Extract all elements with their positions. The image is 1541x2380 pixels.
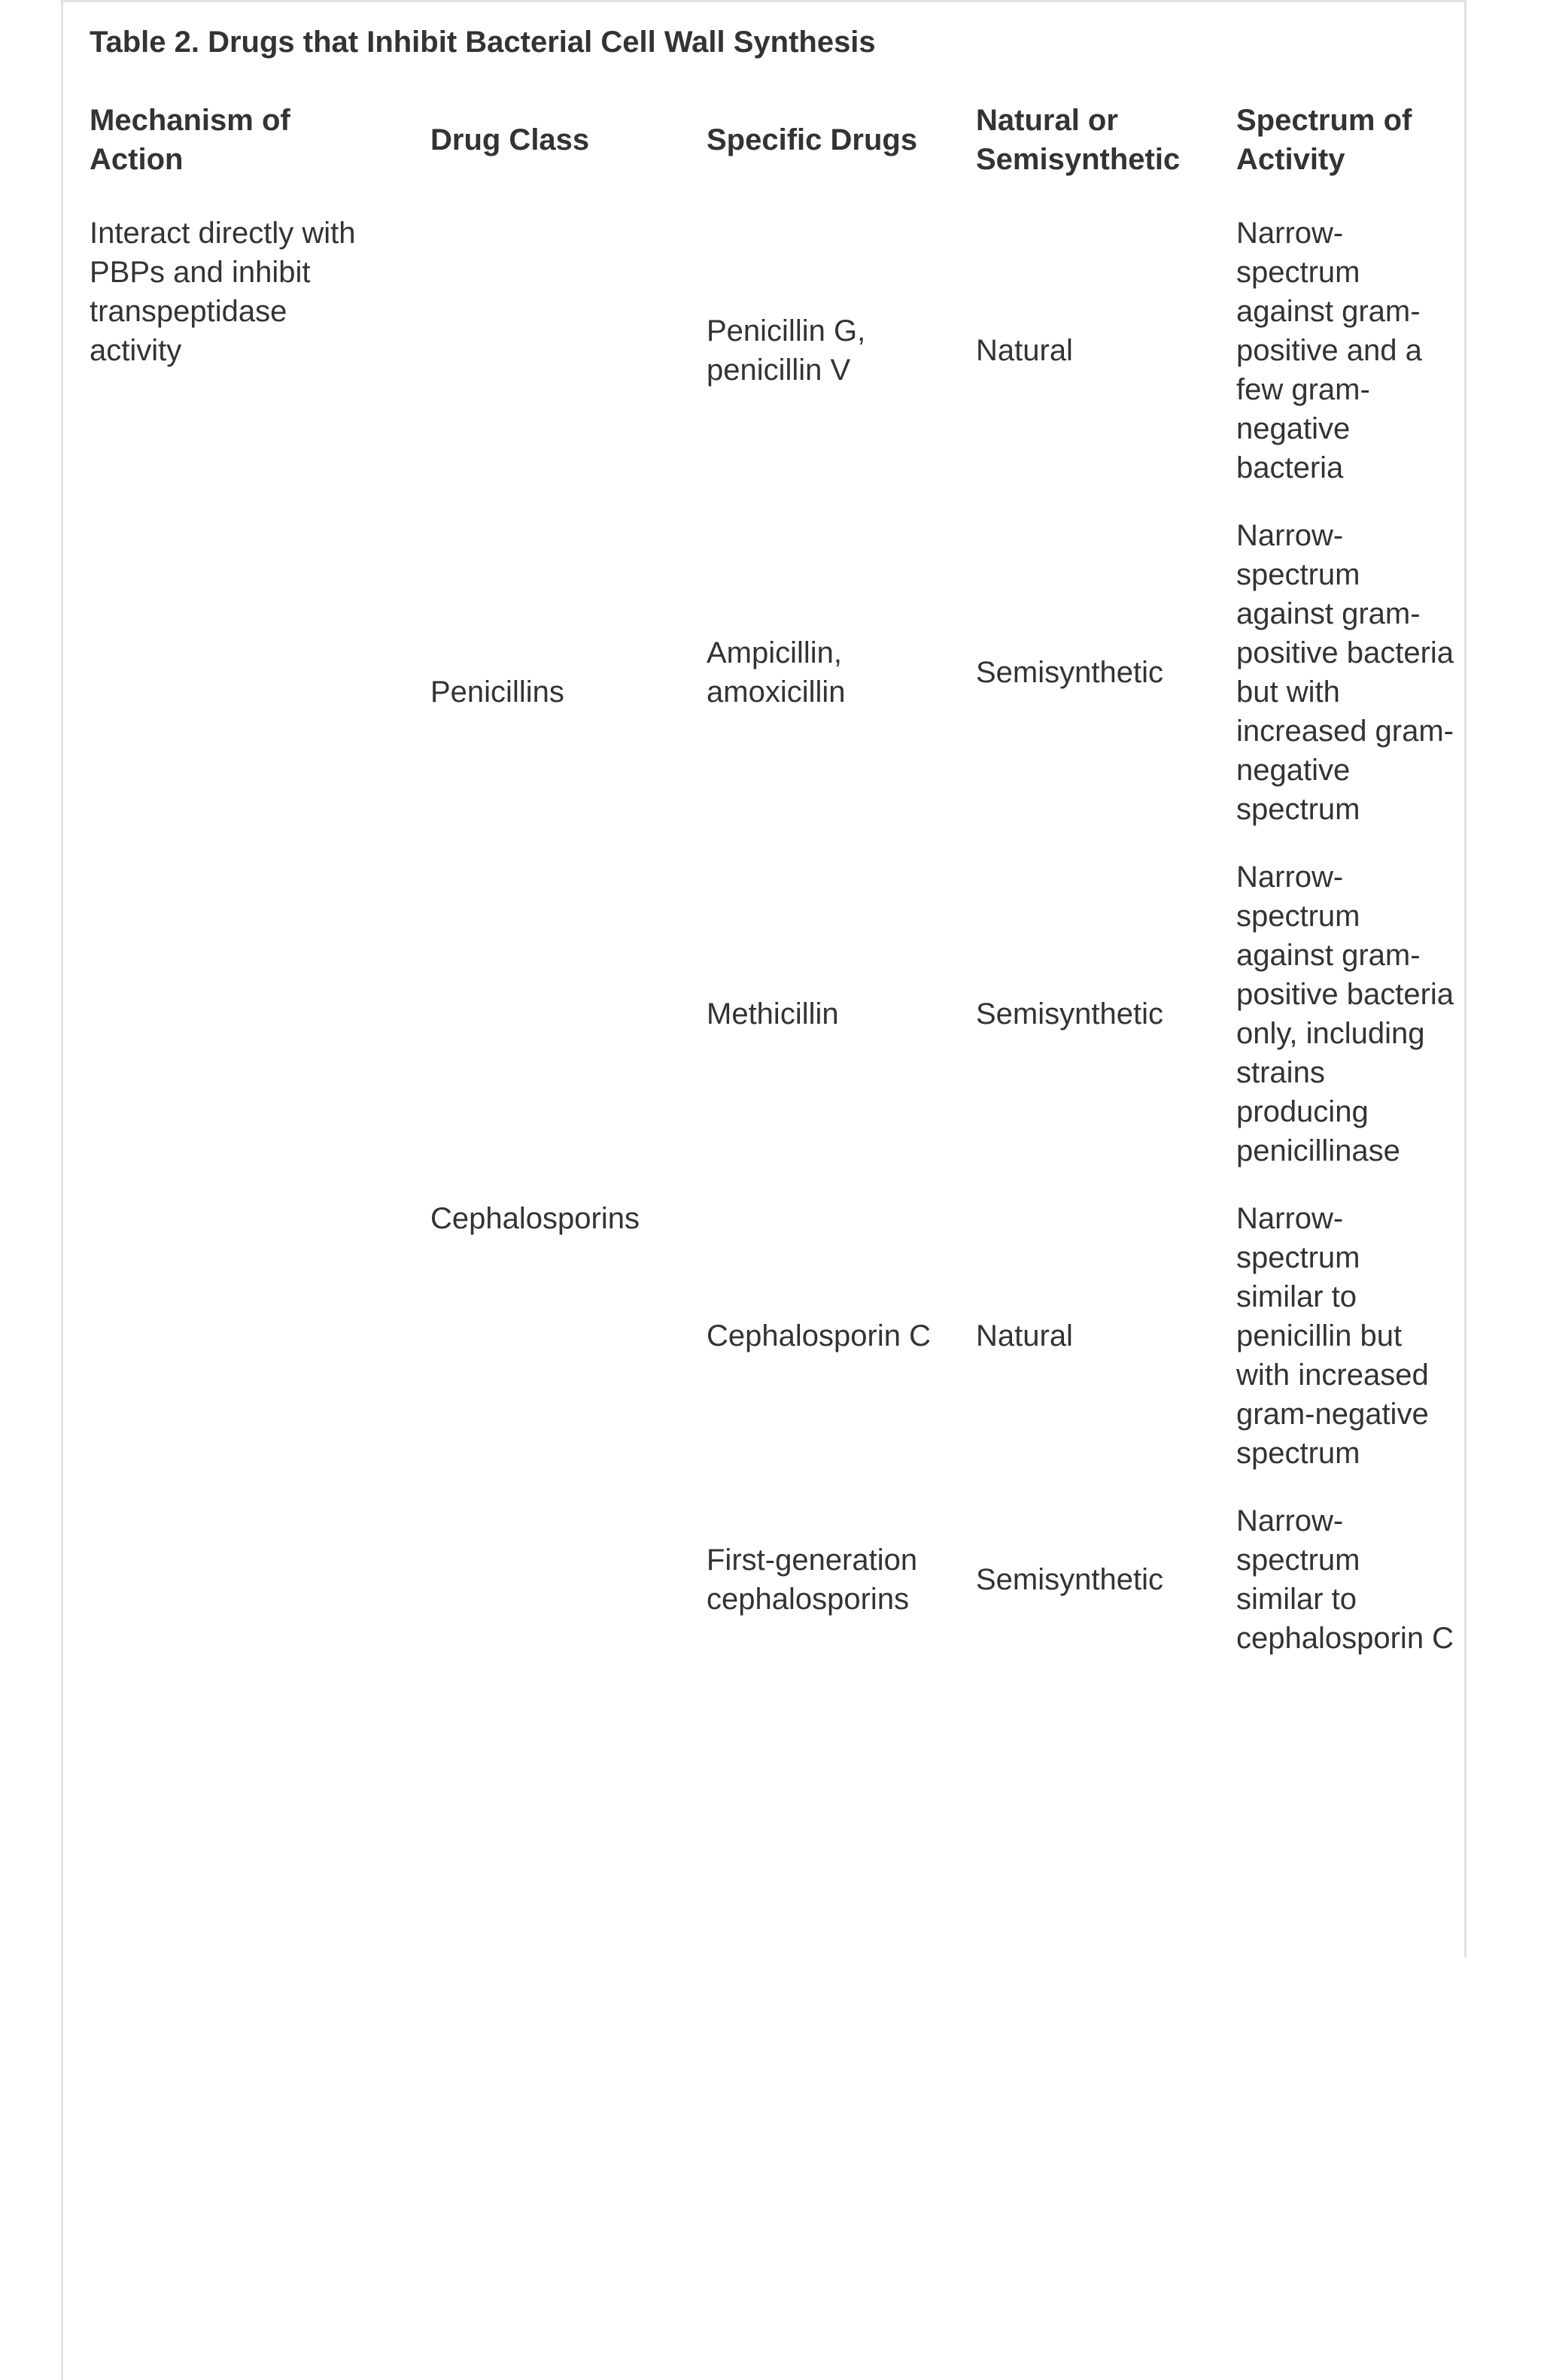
specific-drugs-cell: Cephalosporin C [707, 1319, 931, 1352]
origin-cell: Natural [976, 1319, 1073, 1352]
specific-drugs-cell: First-generation cephalosporins [707, 1544, 918, 1616]
origin-cell: Natural [976, 334, 1073, 367]
table-row [66, 208, 1463, 510]
specific-drugs-cell: Penicillin G, penicillin V [707, 314, 866, 387]
spectrum-cell: Narrow-spectrum against gram-positive bacteria but with increased gram-negative spectrum [1236, 519, 1454, 826]
header-specific-drugs: Specific Drugs [707, 123, 918, 156]
drugs-table [66, 89, 1463, 1680]
table-frame-right [1464, 0, 1467, 1957]
mechanism-cell: Interact directly with PBPs and inhibit transpeptidase activity [90, 217, 356, 367]
table-caption: Table 2. Drugs that Inhibit Bacterial Cell Wall Synthesis [90, 26, 876, 59]
spectrum-cell: Narrow-spectrum similar to cephalosporin C [1236, 1504, 1454, 1655]
header-drug-class: Drug Class [430, 123, 590, 156]
specific-drugs-cell: Methicillin [707, 997, 839, 1031]
drug-class-cell: Penicillins [430, 675, 564, 709]
header-origin: Natural or Semisynthetic [976, 104, 1181, 176]
header-row [66, 89, 1463, 208]
specific-drugs-cell: Ampicillin, amoxicillin [707, 636, 846, 709]
spectrum-cell: Narrow-spectrum similar to penicillin but with increased gram-negative spectrum [1236, 1202, 1429, 1470]
header-spectrum: Spectrum of Activity [1236, 104, 1412, 176]
spectrum-cell: Narrow-spectrum against gram-positive and a few gram-negative bacteria [1236, 217, 1422, 484]
origin-cell: Semisynthetic [976, 997, 1163, 1031]
header-mechanism: Mechanism of Action [90, 104, 290, 176]
origin-cell: Semisynthetic [976, 656, 1163, 689]
origin-cell: Semisynthetic [976, 1563, 1163, 1596]
spectrum-cell: Narrow-spectrum against gram-positive bacteria only, including strains producing penicillinase [1236, 861, 1454, 1167]
table-container [66, 89, 1463, 1680]
drug-class-cell: Cephalosporins [430, 1202, 640, 1235]
